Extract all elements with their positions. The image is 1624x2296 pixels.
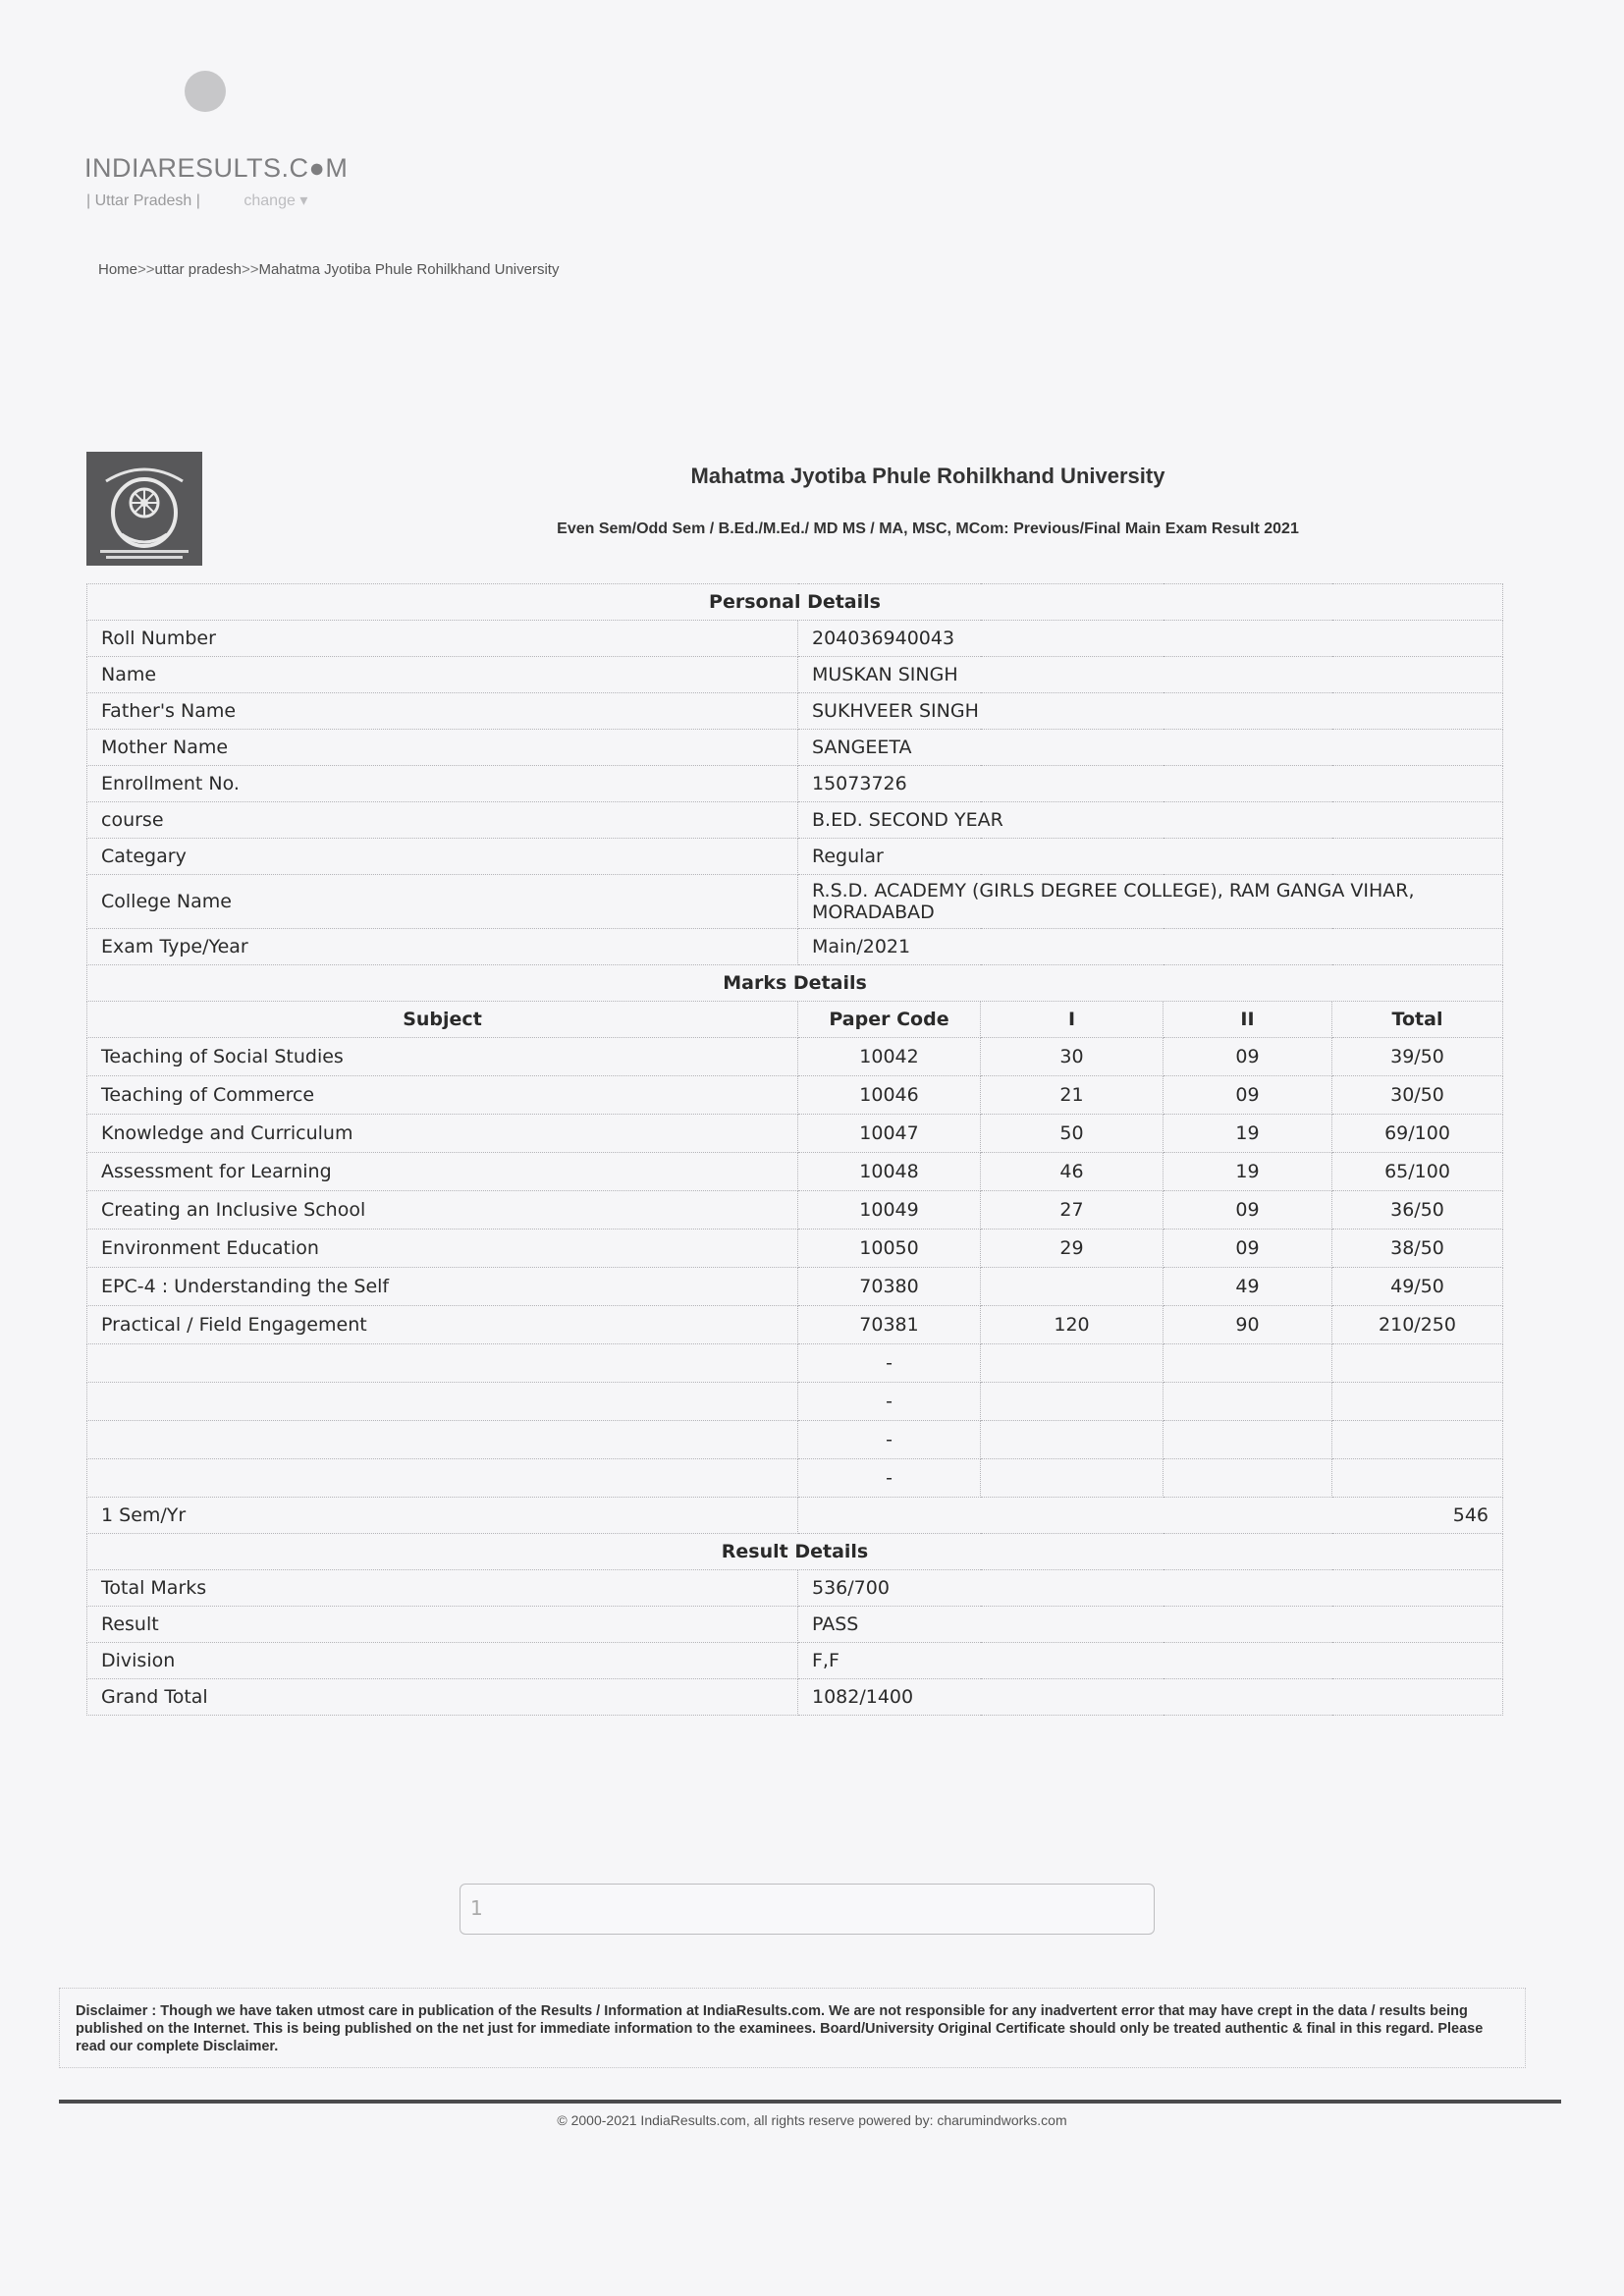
marks-total-cell: 38/50 bbox=[1332, 1230, 1503, 1268]
marks-i-cell: 30 bbox=[981, 1038, 1164, 1076]
paper-code-cell: 70380 bbox=[798, 1268, 981, 1306]
paper-code-cell: 10047 bbox=[798, 1115, 981, 1153]
marks-i-cell: 21 bbox=[981, 1076, 1164, 1115]
paper-code-cell: 10050 bbox=[798, 1230, 981, 1268]
result-label: Grand Total bbox=[87, 1679, 798, 1716]
marks-row bbox=[87, 1230, 1503, 1268]
paper-code-cell: - bbox=[798, 1459, 981, 1498]
subject-cell bbox=[87, 1459, 798, 1498]
university-seal-icon bbox=[86, 452, 202, 566]
subject-cell: Teaching of Commerce bbox=[87, 1076, 798, 1115]
marks-row bbox=[87, 1268, 1503, 1306]
footer-divider bbox=[59, 2100, 1561, 2104]
detail-value: SANGEETA bbox=[798, 730, 1503, 766]
breadcrumb-separator: >> bbox=[241, 261, 259, 278]
column-header-subject: Subject bbox=[87, 1002, 798, 1038]
marks-ii-cell bbox=[1164, 1383, 1332, 1421]
sem-label: 1 Sem/Yr bbox=[87, 1498, 798, 1534]
subject-cell: EPC-4 : Understanding the Self bbox=[87, 1268, 798, 1306]
detail-label: Father's Name bbox=[87, 693, 798, 730]
result-detail-row bbox=[87, 1643, 1503, 1679]
semester-summary bbox=[87, 1498, 1503, 1534]
result-detail-row bbox=[87, 1679, 1503, 1716]
disclaimer-text: Disclaimer : Though we have taken utmost care in publication of the Results / Information at IndiaResults.com. We are not responsible for any inadvertent error that may have crept in the data / results being published on the Internet. This is being published on the net just for immediate information to the examinees. Board/University Original Certificate should only be treated authentic & final in this regard. Please read our complete Disclaimer. bbox=[59, 1988, 1526, 2068]
paper-code-cell: - bbox=[798, 1383, 981, 1421]
paper-code-cell: 70381 bbox=[798, 1306, 981, 1344]
result-details-section bbox=[87, 1534, 1503, 1716]
marks-total-cell bbox=[1332, 1459, 1503, 1498]
sem-value: 546 bbox=[798, 1498, 1503, 1534]
marks-i-cell: 29 bbox=[981, 1230, 1164, 1268]
breadcrumb-state[interactable]: uttar pradesh bbox=[154, 261, 242, 278]
subject-cell: Teaching of Social Studies bbox=[87, 1038, 798, 1076]
column-header-ii: II bbox=[1164, 1002, 1332, 1038]
marks-ii-cell: 19 bbox=[1164, 1153, 1332, 1191]
page-number: 1 bbox=[470, 1896, 483, 1920]
marks-total-cell bbox=[1332, 1344, 1503, 1383]
personal-details-heading: Personal Details bbox=[87, 584, 1503, 621]
detail-value: R.S.D. ACADEMY (GIRLS DEGREE COLLEGE), RAM GANGA VIHAR, MORADABAD bbox=[798, 875, 1503, 929]
state-selector bbox=[86, 191, 307, 210]
personal-detail-row bbox=[87, 766, 1503, 802]
marks-row bbox=[87, 1459, 1503, 1498]
breadcrumb-separator: >> bbox=[137, 261, 155, 278]
marks-row bbox=[87, 1038, 1503, 1076]
result-value: PASS bbox=[798, 1607, 1503, 1643]
marks-i-cell: 120 bbox=[981, 1306, 1164, 1344]
detail-value: SUKHVEER SINGH bbox=[798, 693, 1503, 730]
state-label: | Uttar Pradesh | bbox=[86, 192, 200, 209]
marks-ii-cell: 19 bbox=[1164, 1115, 1332, 1153]
marks-ii-cell: 09 bbox=[1164, 1230, 1332, 1268]
personal-detail-row bbox=[87, 802, 1503, 839]
subject-cell: Practical / Field Engagement bbox=[87, 1306, 798, 1344]
marks-row bbox=[87, 1344, 1503, 1383]
subject-cell: Assessment for Learning bbox=[87, 1153, 798, 1191]
marks-details-section bbox=[87, 965, 1503, 1498]
column-header-i: I bbox=[981, 1002, 1164, 1038]
result-detail-row bbox=[87, 1570, 1503, 1607]
personal-detail-row bbox=[87, 621, 1503, 657]
result-label: Division bbox=[87, 1643, 798, 1679]
result-label: Result bbox=[87, 1607, 798, 1643]
result-value: 536/700 bbox=[798, 1570, 1503, 1607]
personal-detail-row bbox=[87, 839, 1503, 875]
paper-code-cell: 10049 bbox=[798, 1191, 981, 1230]
detail-label: Categary bbox=[87, 839, 798, 875]
subject-cell bbox=[87, 1383, 798, 1421]
marks-i-cell: 27 bbox=[981, 1191, 1164, 1230]
marks-row bbox=[87, 1076, 1503, 1115]
marks-total-cell: 69/100 bbox=[1332, 1115, 1503, 1153]
marks-total-cell: 210/250 bbox=[1332, 1306, 1503, 1344]
marks-i-cell bbox=[981, 1383, 1164, 1421]
change-state-link[interactable]: change ▾ bbox=[244, 192, 308, 209]
marks-ii-cell bbox=[1164, 1421, 1332, 1459]
breadcrumb bbox=[98, 261, 559, 278]
subject-cell: Knowledge and Curriculum bbox=[87, 1115, 798, 1153]
marks-ii-cell: 49 bbox=[1164, 1268, 1332, 1306]
marks-i-cell bbox=[981, 1268, 1164, 1306]
marks-ii-cell: 09 bbox=[1164, 1076, 1332, 1115]
detail-label: Exam Type/Year bbox=[87, 929, 798, 965]
detail-value: 15073726 bbox=[798, 766, 1503, 802]
marks-total-cell: 39/50 bbox=[1332, 1038, 1503, 1076]
result-details-heading: Result Details bbox=[87, 1534, 1503, 1570]
detail-label: Mother Name bbox=[87, 730, 798, 766]
subject-cell bbox=[87, 1421, 798, 1459]
marks-ii-cell: 09 bbox=[1164, 1038, 1332, 1076]
breadcrumb-home[interactable]: Home bbox=[98, 261, 138, 278]
marks-i-cell: 50 bbox=[981, 1115, 1164, 1153]
detail-label: course bbox=[87, 802, 798, 839]
detail-value: Main/2021 bbox=[798, 929, 1503, 965]
marks-total-cell bbox=[1332, 1383, 1503, 1421]
marks-total-cell: 49/50 bbox=[1332, 1268, 1503, 1306]
marks-header-row bbox=[87, 1002, 1503, 1038]
marks-ii-cell: 09 bbox=[1164, 1191, 1332, 1230]
column-header-total: Total bbox=[1332, 1002, 1503, 1038]
paper-code-cell: 10048 bbox=[798, 1153, 981, 1191]
detail-value: Regular bbox=[798, 839, 1503, 875]
personal-detail-row bbox=[87, 693, 1503, 730]
marks-ii-cell bbox=[1164, 1459, 1332, 1498]
detail-label: Roll Number bbox=[87, 621, 798, 657]
marks-row bbox=[87, 1115, 1503, 1153]
result-label: Total Marks bbox=[87, 1570, 798, 1607]
copyright-text: © 2000-2021 IndiaResults.com, all rights reserve powered by: charumindworks.com bbox=[557, 2112, 1067, 2128]
marks-ii-cell bbox=[1164, 1344, 1332, 1383]
result-value: 1082/1400 bbox=[798, 1679, 1503, 1716]
paper-code-cell: - bbox=[798, 1344, 981, 1383]
detail-value: MUSKAN SINGH bbox=[798, 657, 1503, 693]
marks-i-cell: 46 bbox=[981, 1153, 1164, 1191]
marks-details-heading: Marks Details bbox=[87, 965, 1503, 1002]
detail-label: College Name bbox=[87, 875, 798, 929]
personal-detail-row bbox=[87, 929, 1503, 965]
marks-row bbox=[87, 1383, 1503, 1421]
personal-details-section bbox=[87, 584, 1503, 965]
paper-code-cell: 10046 bbox=[798, 1076, 981, 1115]
marks-row bbox=[87, 1306, 1503, 1344]
marks-row bbox=[87, 1191, 1503, 1230]
marks-row bbox=[87, 1153, 1503, 1191]
marks-i-cell bbox=[981, 1459, 1164, 1498]
detail-label: Enrollment No. bbox=[87, 766, 798, 802]
marks-ii-cell: 90 bbox=[1164, 1306, 1332, 1344]
university-title: Mahatma Jyotiba Phule Rohilkhand University bbox=[690, 464, 1165, 488]
page-number-input[interactable] bbox=[460, 1884, 1155, 1935]
marks-total-cell: 65/100 bbox=[1332, 1153, 1503, 1191]
detail-value: 204036940043 bbox=[798, 621, 1503, 657]
subject-cell: Environment Education bbox=[87, 1230, 798, 1268]
personal-detail-row bbox=[87, 730, 1503, 766]
result-table bbox=[86, 583, 1503, 1716]
marks-total-cell: 36/50 bbox=[1332, 1191, 1503, 1230]
personal-detail-row bbox=[87, 875, 1503, 929]
logo-mark bbox=[185, 71, 226, 112]
column-header-paper-code: Paper Code bbox=[798, 1002, 981, 1038]
site-logo[interactable]: INDIARESULTS.C●M bbox=[84, 153, 349, 183]
subject-cell: Creating an Inclusive School bbox=[87, 1191, 798, 1230]
marks-total-cell: 30/50 bbox=[1332, 1076, 1503, 1115]
paper-code-cell: - bbox=[798, 1421, 981, 1459]
marks-i-cell bbox=[981, 1344, 1164, 1383]
result-detail-row bbox=[87, 1607, 1503, 1643]
paper-code-cell: 10042 bbox=[798, 1038, 981, 1076]
detail-label: Name bbox=[87, 657, 798, 693]
result-value: F,F bbox=[798, 1643, 1503, 1679]
subject-cell bbox=[87, 1344, 798, 1383]
exam-title: Even Sem/Odd Sem / B.Ed./M.Ed./ MD MS / MA, MSC, MCom: Previous/Final Main Exam Result 2021 bbox=[557, 520, 1299, 537]
marks-i-cell bbox=[981, 1421, 1164, 1459]
personal-detail-row bbox=[87, 657, 1503, 693]
detail-value: B.ED. SECOND YEAR bbox=[798, 802, 1503, 839]
marks-row bbox=[87, 1421, 1503, 1459]
breadcrumb-university[interactable]: Mahatma Jyotiba Phule Rohilkhand University bbox=[258, 261, 560, 278]
marks-total-cell bbox=[1332, 1421, 1503, 1459]
